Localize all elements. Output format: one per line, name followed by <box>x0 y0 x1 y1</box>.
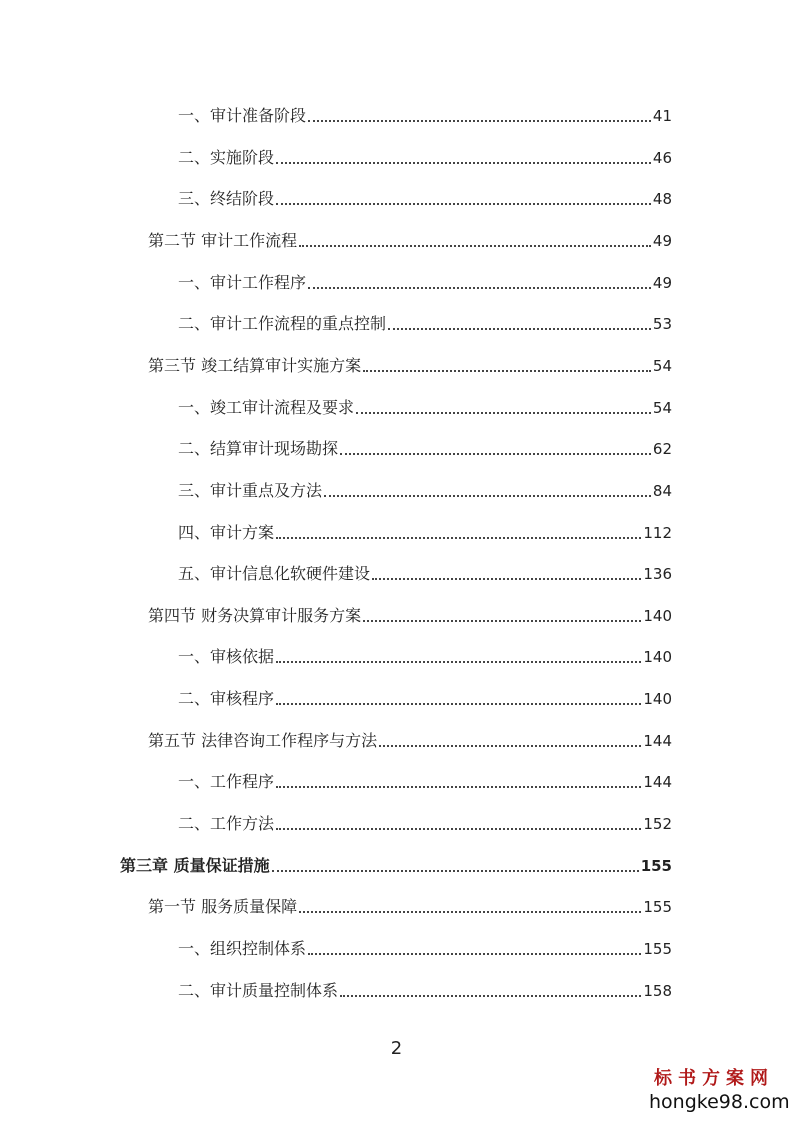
toc-entry-page: 49 <box>652 273 672 292</box>
toc-leader-dots <box>340 994 641 997</box>
toc-entry[interactable] <box>148 227 672 251</box>
toc-entry-page: 136 <box>643 565 672 584</box>
toc-entry[interactable] <box>178 977 672 1001</box>
toc-leader-dots <box>272 869 639 872</box>
toc-entry-title: 四、审计方案 <box>178 522 275 542</box>
toc-entry-title: 一、组织控制体系 <box>178 939 307 958</box>
toc-leader-dots <box>276 161 651 164</box>
toc-entry[interactable] <box>178 394 672 418</box>
toc-leader-dots <box>356 411 651 414</box>
toc-entry[interactable] <box>120 852 672 876</box>
toc-leader-dots <box>363 619 641 622</box>
toc-entry-title: 二、审计工作流程的重点控制 <box>178 314 387 334</box>
toc-entry[interactable] <box>178 185 672 209</box>
toc-entry-title: 第三章 质量保证措施 <box>120 855 270 875</box>
toc-leader-dots <box>388 327 651 330</box>
toc-entry-title: 二、审核程序 <box>178 689 275 709</box>
toc-entry-page: 158 <box>643 981 672 1000</box>
toc-leader-dots <box>308 286 651 289</box>
toc-entry-title: 二、工作方法 <box>178 814 275 834</box>
toc-leader-dots <box>276 702 641 705</box>
toc-entry-title: 一、竣工审计流程及要求 <box>178 397 355 417</box>
toc-entry[interactable] <box>148 602 672 626</box>
toc-entry[interactable] <box>148 727 672 751</box>
toc-entry-page: 54 <box>652 356 672 375</box>
toc-leader-dots <box>308 952 641 955</box>
toc-entry-title: 二、结算审计现场勘探 <box>178 439 339 459</box>
toc-entry[interactable] <box>178 560 672 584</box>
toc-entry-page: 155 <box>643 898 672 917</box>
toc-entry-page: 62 <box>652 440 672 459</box>
toc-entry-title: 一、审计工作程序 <box>178 272 307 292</box>
toc-entry[interactable] <box>178 519 672 543</box>
toc-leader-dots <box>324 494 651 497</box>
toc-entry-title: 五、审计信息化软硬件建设 <box>178 564 371 584</box>
toc-entry[interactable] <box>148 352 672 376</box>
toc-leader-dots <box>308 119 651 122</box>
toc-entry[interactable] <box>178 685 672 709</box>
toc-entry-title: 二、审计质量控制体系 <box>178 980 339 1000</box>
toc-entry-title: 一、审核依据 <box>178 647 275 667</box>
toc-leader-dots <box>299 910 641 913</box>
toc-entry[interactable] <box>178 269 672 293</box>
toc-entry-title: 第五节 法律咨询工作程序与方法 <box>148 730 378 750</box>
toc-entry-page: 152 <box>643 815 672 834</box>
toc-entry-title: 一、工作程序 <box>178 772 275 792</box>
toc-entry-page: 144 <box>643 731 672 750</box>
toc-entry-page: 140 <box>643 606 672 625</box>
toc-entry-page: 155 <box>643 940 672 958</box>
toc-entry-page: 49 <box>652 231 672 250</box>
toc-entry[interactable] <box>178 643 672 667</box>
toc-entry-page: 112 <box>643 523 672 542</box>
toc-entry-page: 84 <box>652 481 672 500</box>
toc-entry-title: 第一节 服务质量保障 <box>148 897 298 917</box>
toc-leader-dots <box>372 577 641 580</box>
toc-leader-dots <box>276 202 651 205</box>
toc-leader-dots <box>276 660 641 663</box>
toc-entry-title: 三、终结阶段 <box>178 189 275 209</box>
toc-entry-page: 140 <box>643 648 672 667</box>
watermark-site-name: 标书方案网 <box>654 1068 774 1089</box>
toc-entry-page: 48 <box>652 190 672 209</box>
toc-leader-dots <box>379 744 641 747</box>
toc-entry-page: 53 <box>652 315 672 334</box>
toc-entry[interactable] <box>178 935 672 959</box>
toc-entry[interactable] <box>178 310 672 334</box>
toc-entry[interactable] <box>178 102 672 126</box>
toc-entry-title: 一、审计准备阶段 <box>178 106 307 125</box>
toc-entry-title: 第二节 审计工作流程 <box>148 230 298 250</box>
toc-entry-title: 第四节 财务决算审计服务方案 <box>148 605 362 625</box>
toc-entry[interactable] <box>178 144 672 168</box>
toc-entry[interactable] <box>178 810 672 834</box>
toc-entry[interactable] <box>178 768 672 792</box>
toc-leader-dots <box>363 369 651 372</box>
toc-leader-dots <box>276 536 641 539</box>
toc-leader-dots <box>276 785 641 788</box>
toc-leader-dots <box>276 827 641 830</box>
toc-entry-title: 二、实施阶段 <box>178 147 275 167</box>
toc-entry-page: 54 <box>652 398 672 417</box>
watermark-logo <box>649 1068 790 1114</box>
toc-entry[interactable] <box>148 893 672 917</box>
toc-entry[interactable] <box>178 477 672 501</box>
toc-entry[interactable] <box>178 435 672 459</box>
toc-entry-page: 155 <box>640 856 672 875</box>
toc-leader-dots <box>340 452 651 455</box>
watermark-site-url: hongke98.com <box>649 1091 790 1113</box>
toc-entry-page: 140 <box>643 690 672 709</box>
toc-entry-page: 46 <box>652 148 672 167</box>
page-number: 2 <box>390 1038 403 1059</box>
toc-entry-page: 41 <box>652 107 672 125</box>
toc-entry-page: 144 <box>643 773 672 792</box>
toc-leader-dots <box>299 244 651 247</box>
toc-entry-title: 第三节 竣工结算审计实施方案 <box>148 355 362 375</box>
toc-entry-title: 三、审计重点及方法 <box>178 480 323 500</box>
